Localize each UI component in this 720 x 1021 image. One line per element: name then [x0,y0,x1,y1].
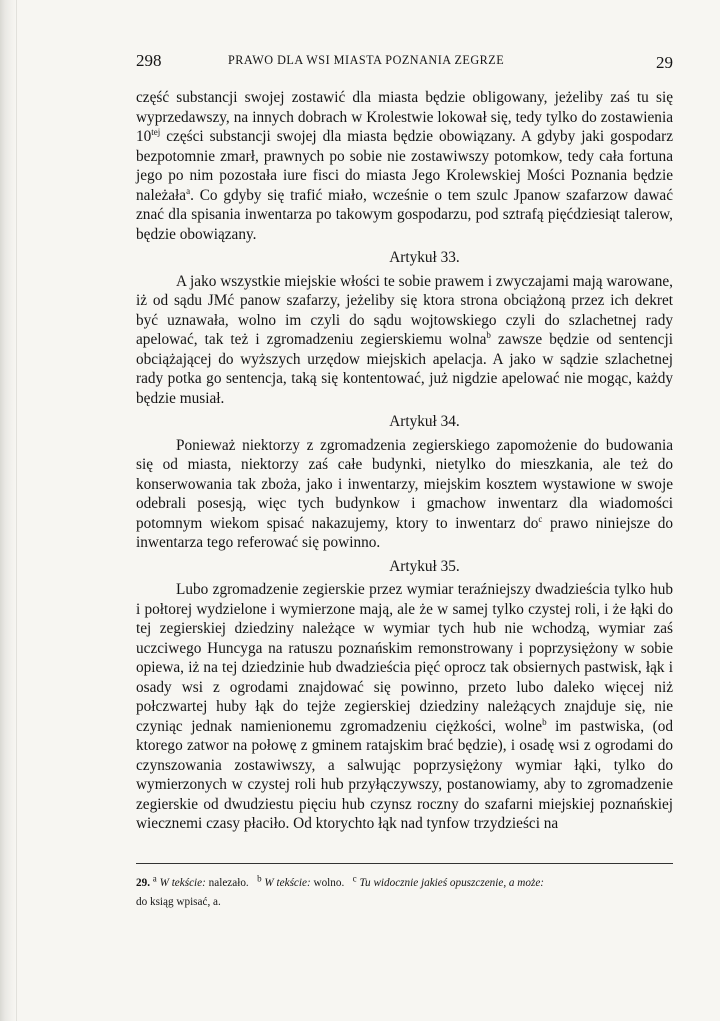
article-heading-34: Artykuł 34. [389,413,460,430]
footnote-ref-a: a [186,185,191,196]
article-33-text: A jako wszystkie miejskie włości te sobie prawem i zwyczajami mają warowane, iż od sądu JMć panow szafarzy, jeżeliby się ktora strona obciążoną przez ich dekret być uznawała, wolno im czyli do sądu wojtowskiego czyli do szlachetnej rady apelować, tak też i zgromadzeniu zegierskiemu wolna$^b$ zawsze będzie od sentencji obciążającej do wyższych urzędow miejskich apelacja. A jako w sądzie szlachetnej rady potka go sentencja, taką się kontentować, już nigdzie apelować nie mogąc, każdy będzie musiał. [136,272,673,407]
footnote-ref-b: b [542,716,547,727]
page-header [136,51,673,73]
running-title: PRAWO DLA WSI MIASTA POZNANIA ZEGRZE [228,53,505,67]
footnote-ref-b: b [486,329,491,340]
article-35-text: Lubo zgromadzenie zegierskie przez wymiar teraźniejszy dwadzieścia tylko hub i połtorej wydzielone i wymierzone mają, ale że w samej tylko czystej roli, i że łąki do tej zegierskiej dziedziny należące w wymiar tych hub nie wchodzą, wymiar zaś uczciwego Huncyga na ratuszu poznańskim remonstrowany i poprzysiężony w sobie opiewa, iż na tej dziedzinie hub dwadzieścia pięć oprocz tak obsiernych pastwisk, łąk i osady wsi z ogrodami znajdować się powinno, przeto lubo daleko więcej niż połczwartej huby łąk do tejże zegierskiej dziedziny należących znajduje się, nie czyniąc jednak namienionemu zgromadzeniu ciężkości, wolne$^b$ im pastwiska, (od ktorego zatwor na połowę z gminem ratajskim brać będzie), i osadę wsi z ogrodami do czynszowania zostawiwszy, a salwując poprzysiężony wymiar łąki, tylko do wymierzonych w czystej roli hub przyłączywszy, postanowiamy, aby to zgromadzenie zegierskie od dwudziestu pięciu hub czynsz roczny do szafarni miejskiej poznańskiej wiecznemi czasy płaciło. Od ktorychto łąk nad tynfow trzydzieści na [136,581,674,832]
body-text [136,88,673,834]
footnote-line: 29. $^a$ W tekście: nalezało. $^b$ W tekście: wolno. $^c$ Tu widocznie jakieś opuszczenie, a może: [136,873,545,889]
page-number: 298 [136,51,162,70]
superscript: tej [151,126,161,137]
article-34-text: Ponieważ niektorzy z zgromadzenia zegierskiego zapomożenie do budowania się od miasta, niektorzy zaś całe budynki, nietylko do mieszkania, ale też do konserwowania tak zboża, jako i inwentarzy, miejskim kosztem wystawione w swoje odebrali posesją, więc tych budynkow i gmachow inwentarz dla wiadomości potomnym wiekom spisać nakazujemy, ktory to inwentarz $do^c$ prawo niniejsze do inwentarza tego referować się powinno. [136,436,673,551]
footnote-number: 29. [136,877,150,889]
document-number: 29 [656,53,673,72]
footnote-ref-c: c [538,513,543,524]
footnote-line: do ksiąg wpisać, a. [136,896,221,908]
paragraph-continuation: część substancji swojej zostawić dla miasta będzie obligowany, jeżeliby zaś tu się wyprzedawszy, na innych dobrach w Krolestwie lokował się, tedy tylko do zostawienia $10^{tej}$ części substancji swojej dla miasta będzie obowiązany. A gdyby jaki gospodarz bezpotomnie zmarł, prawnych po sobie nie zostawiwszy potomkow, tedy cała fortuna jego po nim pozostała iure fisci do miasta Jego Krolewskiej Mości Poznania będzie należała$^a$. Co gdyby się trafić miało, wcześnie o tem szulc Jpanow szafarzow dawać znać dla spisania inwentarza po takowym gospodarzu, pod sztrafą pięćdziesiąt talerow, będzie obowiązany. [136,89,673,243]
footnotes [136,874,673,912]
article-heading-33: Artykuł 33. [389,249,460,266]
article-heading-35: Artykuł 35. [389,557,460,575]
footnote-divider [136,863,673,864]
